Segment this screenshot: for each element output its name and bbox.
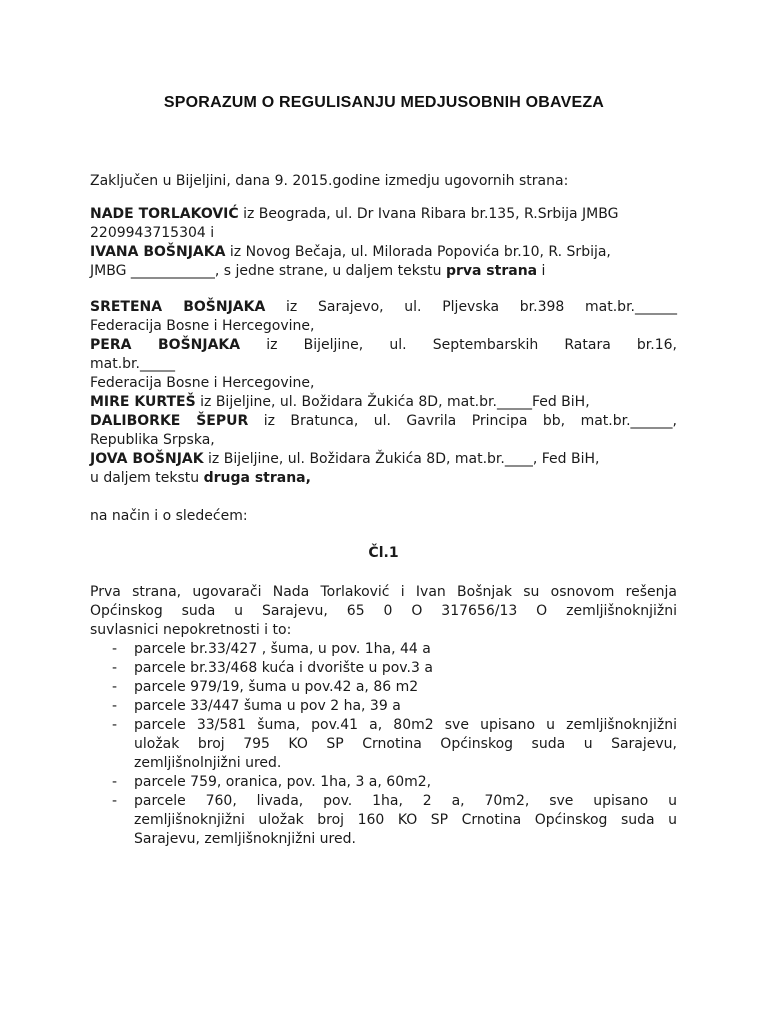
party-4-name: PERA BOŠNJAKA [90,337,241,353]
list-item-text: parcele br.33/427 , šuma, u pov. 1ha, 44 a [134,641,431,657]
party-2-jmbg: JMBG ____________, s jedne strane, u daljem tekstu [90,263,446,279]
manner-paragraph [90,507,677,526]
party-7-prefix: u daljem tekstu [90,470,204,486]
party-2-name: IVANA BOŠNJAKA [90,244,226,260]
manner-text: na način i o sledećem: [90,508,248,524]
list-item [90,640,677,659]
list-dash: - [112,793,118,809]
party-6-name: DALIBORKE ŠEPUR [90,413,249,429]
document-title: SPORAZUM O REGULISANJU MEDJUSOBNIH OBAVEZA [163,94,605,111]
list-dash: - [112,660,118,676]
party-2-and: i [537,263,546,279]
list-item [90,716,677,773]
list-item-text: parcele 979/19, šuma u pov.42 a, 86 m2 [134,679,419,695]
list-item-text: parcele br.33/468 kuća i dvorište u pov.3 a [134,660,433,676]
party-1-name: NADE TORLAKOVIĆ [90,206,239,222]
party-3-line-1 [90,298,677,317]
list-item-text: Sarajevu, zemljišnoknjižni ured. [134,831,356,847]
list-item-text: zemljišnolnjižni ured. [134,755,282,771]
first-party-block [90,205,677,281]
party-7-line-1 [90,450,677,469]
party-4-line-1 [90,336,677,355]
first-side-label: prva strana [445,263,538,279]
party-3-line-2: Federacija Bosne i Hercegovine, [90,318,315,334]
list-item-text: parcele 33/447 šuma u pov 2 ha, 39 a [134,698,401,714]
party-5-line-1 [90,393,677,412]
list-item-text: parcele 33/581 šuma, pov.41 a, 80m2 sve upisano u zemljišnoknjižni [134,717,677,733]
party-2-address: iz Novog Bečaja, ul. Milorada Popovića br.10, R. Srbija, [225,244,611,260]
list-dash: - [112,774,118,790]
party-5-name: MIRE KURTEŠ [90,394,196,410]
second-side-label: druga strana, [203,470,311,486]
list-item [90,659,677,678]
parcel-list [90,640,677,849]
list-dash: - [112,679,118,695]
party-2-line-2 [90,262,677,281]
party-6-line-1 [90,412,677,431]
party-3-address: iz Sarajevo, ul. Pljevska br.398 mat.br.______ [265,299,677,315]
article-heading-wrap [90,544,677,563]
article-para-line-3: suvlasnici nepokretnosti i to: [90,622,292,638]
intro-text: Zaključen u Bijeljini, dana 9. 2015.godine izmedju ugovornih strana: [90,173,569,189]
party-7-address: iz Bijeljine, ul. Božidara Žukića 8D, mat.br.____, Fed BiH, [203,451,600,467]
party-6-address: iz Bratunca, ul. Gavrila Principa bb, mat.br.______, [248,413,677,429]
article-heading: Čl.1 [368,545,399,561]
article-para-line-1: Prva strana, ugovarači Nada Torlaković i Ivan Bošnjak su osnovom rešenja [90,584,677,600]
list-item-text: parcele 759, oranica, pov. 1ha, 3 a, 60m2, [134,774,432,790]
party-6-line-2: Republika Srpska, [90,432,215,448]
list-item [90,678,677,697]
party-4-address: iz Bijeljine, ul. Septembarskih Ratara br.16, [240,337,677,353]
party-4-line-2: mat.br._____ [90,356,175,372]
list-item-text: zemljišnoknjižni uložak broj 160 KO SP Crnotina Općinskog suda u [134,812,677,828]
list-item [90,773,677,792]
list-item-text: parcele 760, livada, pov. 1ha, 2 a, 70m2, sve upisano u [134,793,677,809]
party-1-address: iz Beograda, ul. Dr Ivana Ribara br.135, R.Srbija JMBG [238,206,619,222]
article-para-line-2: Općinskog suda u Sarajevu, 65 0 O 317656/13 O zemljišnoknjižni [90,603,677,619]
party-4-line-3: Federacija Bosne i Hercegovine, [90,375,315,391]
party-7-name: JOVA BOŠNJAK [90,451,204,467]
list-item [90,792,677,849]
list-dash: - [112,698,118,714]
party-1-line-2: 2209943715304 i [90,225,215,241]
second-party-block [90,298,677,488]
article-body [90,583,677,849]
party-5-address: iz Bijeljine, ul. Božidara Žukića 8D, mat.br._____Fed BiH, [195,394,590,410]
list-item-text: uložak broj 795 KO SP Crnotina Općinskog suda u Sarajevu, [134,736,677,752]
party-1-line-1 [90,205,677,224]
party-7-line-2 [90,469,677,488]
list-dash: - [112,641,118,657]
party-3-name: SRETENA BOŠNJAKA [90,299,266,315]
list-item [90,697,677,716]
intro-paragraph [90,172,677,191]
list-dash: - [112,717,118,733]
party-2-line-1 [90,243,677,262]
